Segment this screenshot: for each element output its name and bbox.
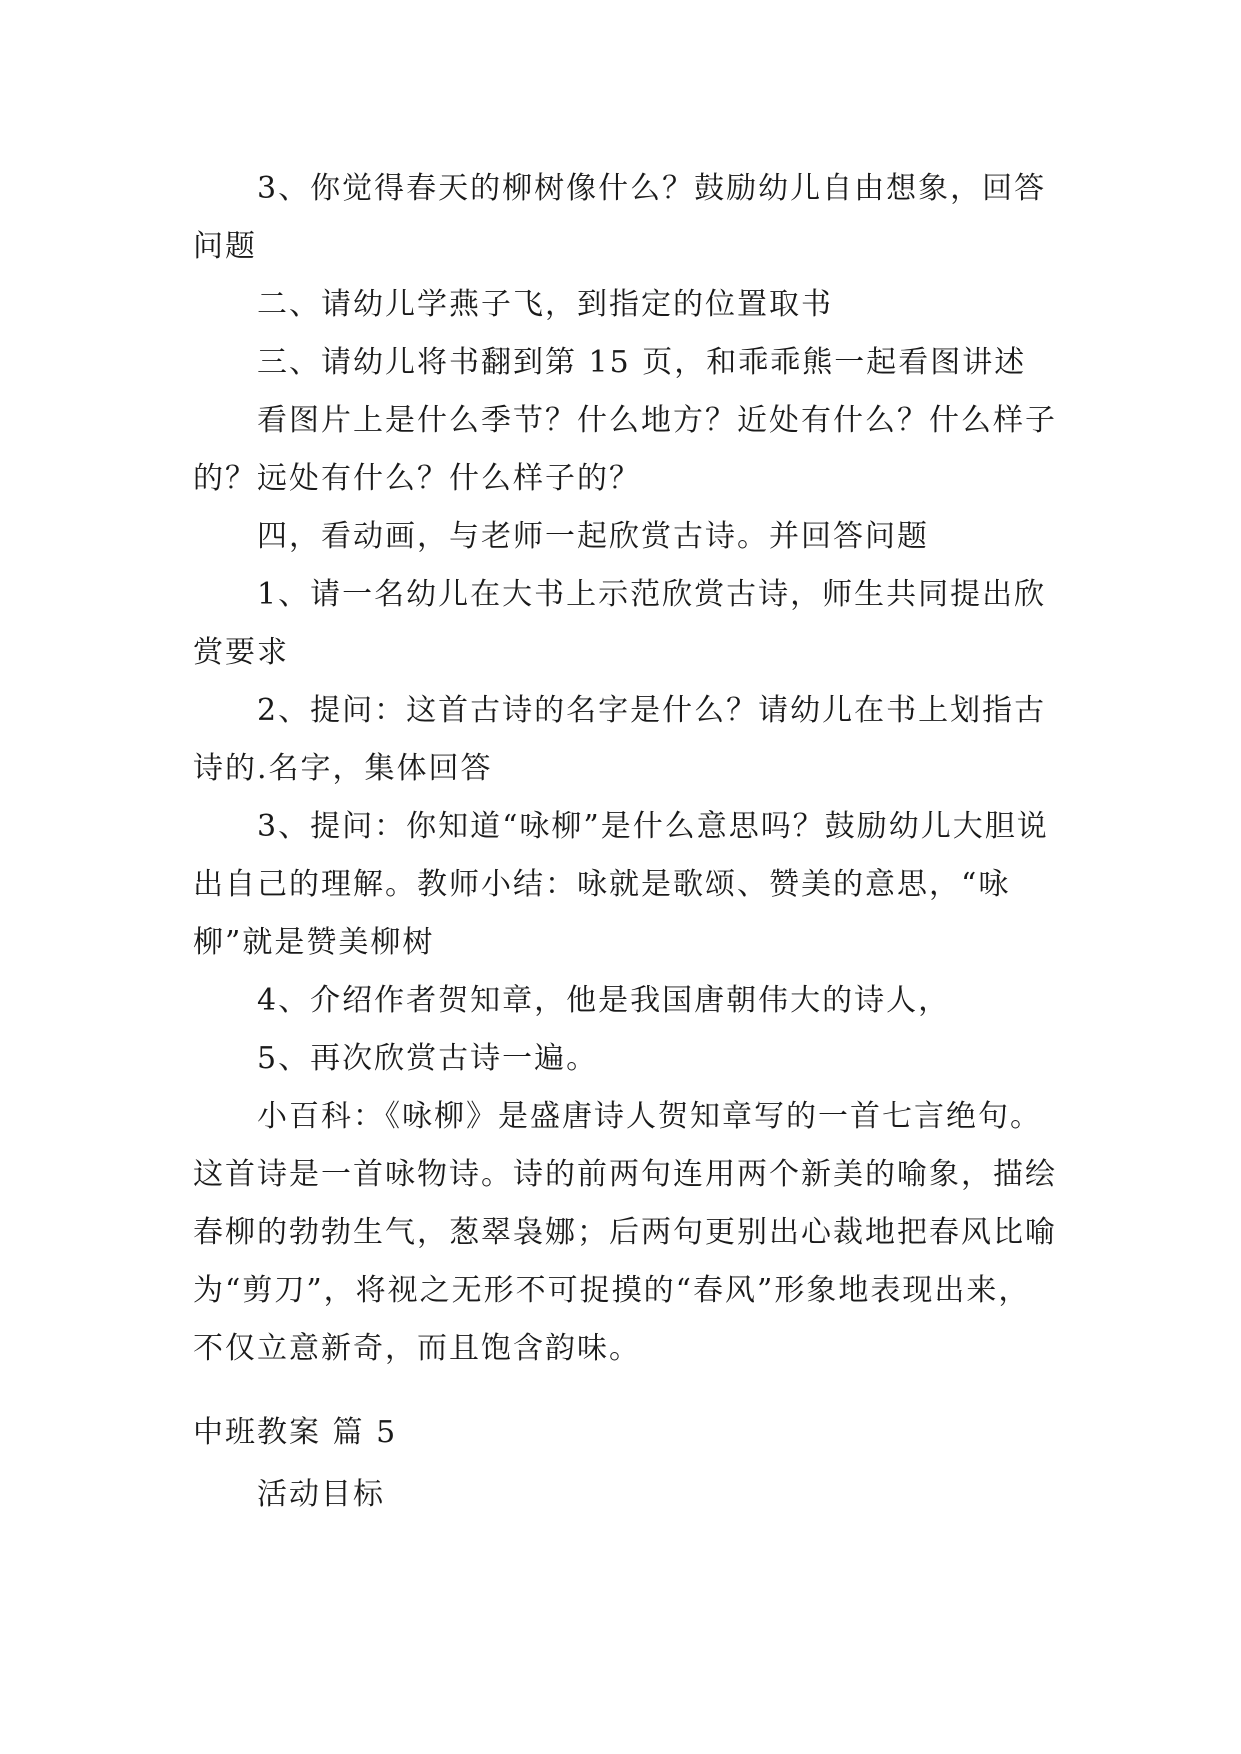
document-body: [193, 160, 1061, 1524]
paragraph-item-5: 5、再次欣赏古诗一遍。: [257, 1041, 599, 1076]
section-subheading: 活动目标: [257, 1477, 385, 1512]
section-heading: 中班教案 篇 5: [193, 1415, 398, 1450]
paragraph-question-3: 3、你觉得春天的柳树像什么？鼓励幼儿自由想象，回答问题: [193, 171, 1047, 264]
paragraph-item-3: 3、提问：你知道“咏柳”是什么意思吗？鼓励幼儿大胆说出自己的理解。教师小结：咏就是歌颂、赞美的意思，“咏柳”就是赞美柳树: [193, 809, 1049, 960]
paragraph-item-2: 2、提问：这首古诗的名字是什么？请幼儿在书上划指古诗的.名字，集体回答: [193, 693, 1047, 786]
paragraph-picture-questions: 看图片上是什么季节？什么地方？近处有什么？什么样子的？远处有什么？什么样子的？: [193, 403, 1057, 496]
paragraph-step-2: 二、请幼儿学燕子飞，到指定的位置取书: [257, 287, 833, 322]
paragraph-item-4: 4、介绍作者贺知章，他是我国唐朝伟大的诗人，: [257, 983, 951, 1018]
paragraph-step-3: 三、请幼儿将书翻到第 15 页，和乖乖熊一起看图讲述: [257, 345, 1027, 380]
paragraph-item-1: 1、请一名幼儿在大书上示范欣赏古诗，师生共同提出欣赏要求: [193, 577, 1047, 670]
paragraph-encyclopedia: 小百科：《咏柳》是盛唐诗人贺知章写的一首七言绝句。这首诗是一首咏物诗。诗的前两句连用两个新美的喻象，描绘春柳的勃勃生气，葱翠袅娜；后两句更别出心裁地把春风比喻为“剪刀”，将视之无形不可捉摸的“春风”形象地表现出来，不仅立意新奇，而且饱含韵味。: [193, 1099, 1057, 1366]
paragraph-step-4: 四，看动画，与老师一起欣赏古诗。并回答问题: [257, 519, 929, 554]
